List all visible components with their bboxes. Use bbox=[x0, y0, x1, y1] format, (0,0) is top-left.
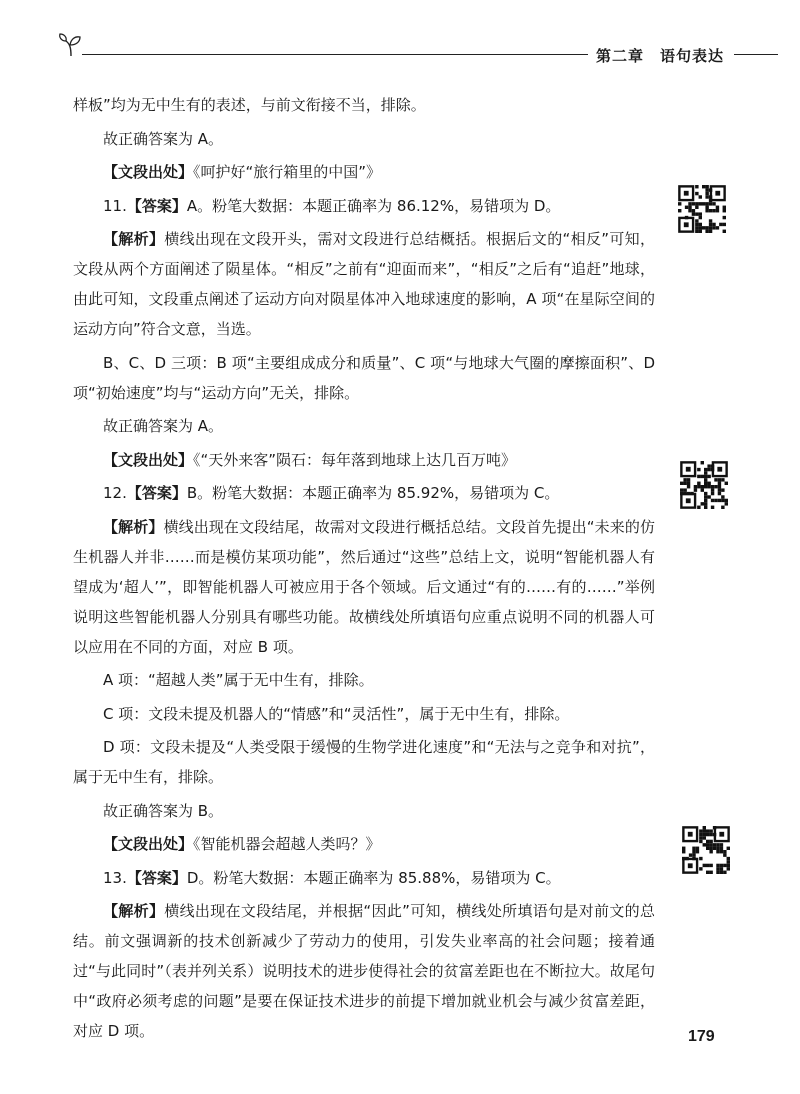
paragraph bbox=[73, 411, 655, 441]
paragraph-text: 《智能机器会超越人类吗？》 bbox=[193, 835, 381, 853]
header-rule-right bbox=[734, 54, 778, 55]
paragraph-text: D 项：文段未提及“人类受限于缓慢的生物学进化速度”和“无法与之竞争和对抗”，属于无中生有，排除。 bbox=[73, 738, 655, 786]
paragraph bbox=[73, 829, 655, 859]
paragraph bbox=[73, 796, 655, 826]
chapter-label: 第二章 bbox=[596, 47, 645, 65]
section-label: 语句表达 bbox=[660, 47, 725, 65]
paragraph-text: 《“天外来客”陨石：每年落到地球上达几百万吨》 bbox=[193, 450, 517, 469]
paragraph-text: 横线出现在文段结尾，故需对文段进行概括总结。文段首先提出“未来的仿生机器人并非……而是模仿某项功能”，然后通过“这些”总结上文，说明“智能机器人有望成为‘超人’”，即智能机器人可被应用于各个领域。后文通过“有的……有的……”举例说明这些智能机器人分别具有哪些功能。故横线处所填语句应重点说明不同的机器人可以应用在不同的方面，对应 B 项。 bbox=[73, 517, 655, 656]
paragraph-text: B、C、D 三项：B 项“主要组成成分和质量”、C 项“与地球大气圈的摩擦面积”、D 项“初始速度”均与“运动方向”无关，排除。 bbox=[73, 353, 655, 402]
question-number: 12. bbox=[103, 484, 127, 502]
section-tag: 【答案】 bbox=[126, 868, 187, 887]
chapter-title bbox=[588, 45, 732, 66]
question-number: 11. bbox=[103, 196, 127, 215]
answer-explanations bbox=[73, 90, 655, 1046]
paragraph bbox=[73, 157, 655, 187]
qr-code-icon[interactable] bbox=[678, 185, 726, 233]
paragraph-text: B。粉笔大数据：本题正确率为 85.92%，易错项为 C。 bbox=[186, 484, 560, 502]
paragraph bbox=[73, 665, 655, 695]
paragraph-text: 横线出现在文段结尾，并根据“因此”可知，横线处所填语句是对前文的总结。前文强调新的技术创新减少了劳动力的使用，引发失业率高的社会问题；接着通过“与此同时”（表并列关系）说明技术的进步使得社会的贫富差距也在不断拉大。故尾句中“政府必须考虑的问题”是要在保证技术进步的前提下增加就业机会与减少贫富差距，对应 D 项。 bbox=[73, 902, 655, 1040]
header-rule bbox=[82, 54, 642, 55]
qr-code-icon[interactable] bbox=[682, 826, 730, 874]
paragraph-text: 故正确答案为 B。 bbox=[103, 801, 224, 820]
paragraph bbox=[73, 896, 655, 1046]
paragraph bbox=[73, 224, 655, 344]
question-number: 13. bbox=[103, 868, 127, 887]
paragraph bbox=[73, 90, 655, 120]
paragraph bbox=[73, 191, 655, 221]
paragraph bbox=[73, 699, 655, 729]
paragraph bbox=[73, 348, 655, 408]
section-tag: 【文段出处】 bbox=[103, 450, 194, 469]
paragraph-text: 横线出现在文段开头，需对文段进行总结概括。根据后文的“相反”可知，文段从两个方面阐述了陨星体。“相反”之前有“迎面而来”，“相反”之后有“追赶”地球，由此可知，文段重点阐述了运动方向对陨星体冲入地球速度的影响，A 项“在星际空间的运动方向”符合文意，当选。 bbox=[73, 230, 655, 338]
page-number: 179 bbox=[688, 1028, 715, 1045]
paragraph-text: 样板”均为无中生有的表述，与前文衔接不当，排除。 bbox=[73, 96, 426, 114]
section-tag: 【文段出处】 bbox=[103, 835, 194, 853]
paragraph bbox=[73, 512, 655, 662]
paragraph-text: 故正确答案为 A。 bbox=[103, 129, 224, 148]
section-tag: 【解析】 bbox=[103, 517, 164, 536]
paragraph bbox=[73, 732, 655, 792]
sprout-icon bbox=[58, 32, 84, 58]
paragraph-text: D。粉笔大数据：本题正确率为 85.88%，易错项为 C。 bbox=[186, 868, 561, 887]
section-tag: 【文段出处】 bbox=[103, 163, 194, 181]
paragraph-text: C 项：文段未提及机器人的“情感”和“灵活性”，属于无中生有，排除。 bbox=[103, 704, 570, 723]
page-header bbox=[58, 32, 778, 72]
section-tag: 【答案】 bbox=[126, 196, 187, 215]
paragraph-text: 《呵护好“旅行箱里的中国”》 bbox=[193, 163, 382, 181]
qr-code-icon[interactable] bbox=[680, 461, 728, 509]
section-tag: 【答案】 bbox=[126, 484, 187, 502]
paragraph bbox=[73, 124, 655, 154]
paragraph-text: A 项：“超越人类”属于无中生有，排除。 bbox=[103, 671, 374, 689]
paragraph-text: 故正确答案为 A。 bbox=[103, 417, 224, 435]
section-tag: 【解析】 bbox=[103, 902, 165, 920]
section-tag: 【解析】 bbox=[103, 230, 165, 248]
paragraph bbox=[73, 863, 655, 893]
paragraph bbox=[73, 478, 655, 508]
paragraph-text: A。粉笔大数据：本题正确率为 86.12%，易错项为 D。 bbox=[186, 196, 561, 215]
paragraph bbox=[73, 445, 655, 475]
